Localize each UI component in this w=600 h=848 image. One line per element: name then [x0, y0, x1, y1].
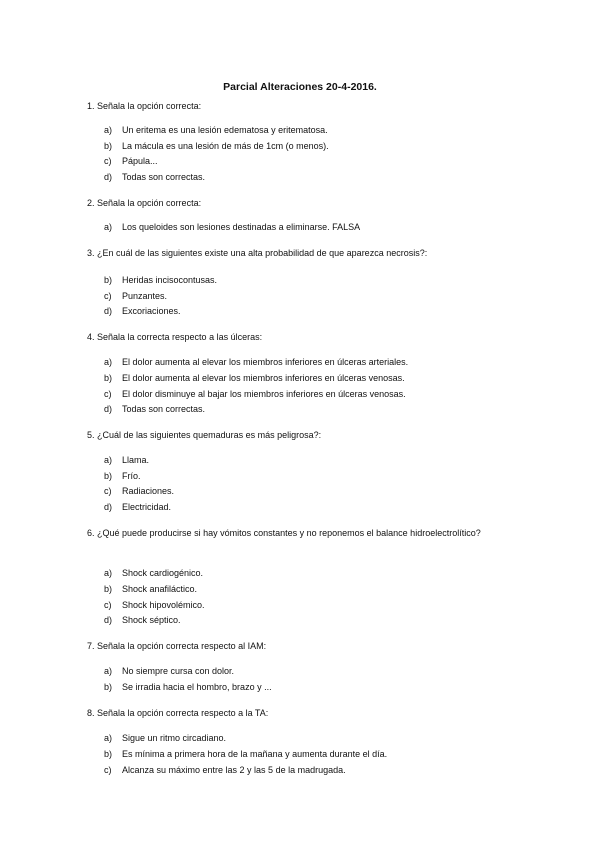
option-label: d) [104, 306, 113, 316]
option-text: Shock anafiláctico. [122, 584, 198, 594]
option-label: d) [104, 172, 113, 182]
option-label: b) [104, 275, 113, 285]
option-text: Los queloides son lesiones destinadas a eliminarse. FALSA [122, 222, 361, 232]
option-text: Se irradia hacia el hombro, brazo y ... [122, 682, 272, 692]
option-text: El dolor aumenta al elevar los miembros inferiores en úlceras arteriales. [122, 357, 409, 367]
option-label: b) [104, 471, 113, 481]
option-label: c) [104, 156, 112, 166]
option-text: Electricidad. [122, 502, 172, 512]
document-title: Parcial Alteraciones 20-4-2016. [223, 81, 377, 93]
question-text: 1. Señala la opción correcta: [87, 101, 202, 111]
option-label: a) [104, 357, 113, 367]
option-text: Punzantes. [122, 291, 168, 301]
option-text: Pápula... [122, 156, 158, 166]
question-text: 7. Señala la opción correcta respecto al IAM: [87, 641, 267, 651]
question-text: 5. ¿Cuál de las siguientes quemaduras es más peligrosa?: [87, 430, 322, 440]
option-label: d) [104, 502, 113, 512]
option-text: Shock hipovolémico. [122, 600, 205, 610]
option-label: a) [104, 455, 113, 465]
option-label: d) [104, 404, 113, 414]
option-text: Llama. [122, 455, 150, 465]
option-label: a) [104, 733, 113, 743]
option-label: b) [104, 584, 113, 594]
question-text: 3. ¿En cuál de las siguientes existe una alta probabilidad de que aparezca necrosis?: [87, 248, 428, 258]
option-text: Todas son correctas. [122, 172, 206, 182]
question-text: 2. Señala la opción correcta: [87, 198, 202, 208]
option-text: Heridas incisocontusas. [122, 275, 218, 285]
option-text: El dolor disminuye al bajar los miembros inferiores en úlceras venosas. [122, 389, 406, 399]
option-label: c) [104, 600, 112, 610]
option-label: a) [104, 568, 113, 578]
option-text: Shock séptico. [122, 615, 181, 625]
option-text: Shock cardiogénico. [122, 568, 204, 578]
option-label: b) [104, 749, 113, 759]
option-text: La mácula es una lesión de más de 1cm (o menos). [122, 141, 329, 151]
option-label: c) [104, 765, 112, 775]
option-label: a) [104, 125, 113, 135]
option-text: Todas son correctas. [122, 404, 206, 414]
option-text: Excoriaciones. [122, 306, 181, 316]
option-label: b) [104, 373, 113, 383]
option-text: Sigue un ritmo circadiano. [122, 733, 227, 743]
option-label: c) [104, 486, 112, 496]
option-text: Es mínima a primera hora de la mañana y aumenta durante el día. [122, 749, 388, 759]
option-label: c) [104, 291, 112, 301]
option-text: Alcanza su máximo entre las 2 y las 5 de la madrugada. [122, 765, 346, 775]
option-label: a) [104, 666, 113, 676]
option-label: d) [104, 615, 113, 625]
question-text: 4. Señala la correcta respecto a las úlceras: [87, 332, 263, 342]
question-text: 8. Señala la opción correcta respecto a la TA: [87, 708, 269, 718]
option-label: a) [104, 222, 113, 232]
option-label: b) [104, 141, 113, 151]
option-text: No siempre cursa con dolor. [122, 666, 235, 676]
option-text: Frío. [122, 471, 141, 481]
option-text: El dolor aumenta al elevar los miembros inferiores en úlceras venosas. [122, 373, 405, 383]
option-text: Radiaciones. [122, 486, 175, 496]
option-label: b) [104, 682, 113, 692]
option-text: Un eritema es una lesión edematosa y eritematosa. [122, 125, 328, 135]
option-label: c) [104, 389, 112, 399]
question-text: 6. ¿Qué puede producirse si hay vómitos constantes y no reponemos el balance hidroelectrolítico? [87, 528, 481, 538]
